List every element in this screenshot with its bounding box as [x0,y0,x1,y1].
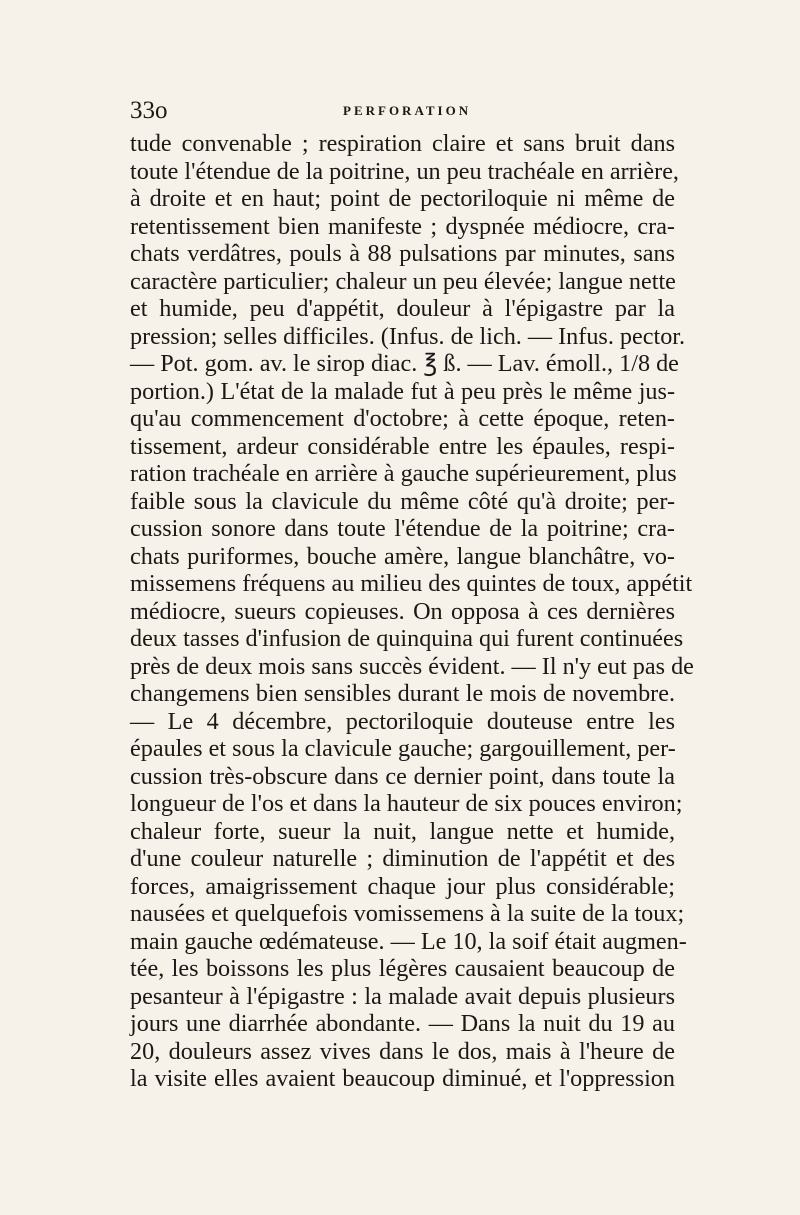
text-line: cussion très-obscure dans ce dernier point, dans toute la [130,762,675,790]
text-line: et humide, peu d'appétit, douleur à l'épigastre par la [130,295,675,322]
running-head [130,96,672,126]
text-line: missemens fréquens au milieu des quintes de toux, appétit [130,570,693,597]
text-line: tissement, ardeur considérable entre les épaules, respi- [130,432,675,460]
text-line: épaules et sous la clavicule gauche; gargouillement, per- [130,735,676,762]
text-line: portion.) L'état de la malade fut à peu près le même jus- [130,377,675,405]
text-line: faible sous la clavicule du même côté qu'à droite; per- [130,487,675,515]
text-line: main gauche œdémateuse. — Le 10, la soif était augmen- [130,927,687,955]
page-number: 33o [130,97,168,124]
text-line: deux tasses d'infusion de quinquina qui furent continuées [130,625,684,652]
text-line: médiocre, sueurs copieuses. On opposa à ces dernières [130,597,675,625]
text-line: changemens bien sensibles durant le mois de novembre. [130,680,675,707]
running-title: PERFORATION [343,103,472,118]
text-line: — Pot. gom. av. le sirop diac. ℥ ß. — Lav. émoll., 1/8 de [130,350,679,377]
text-line: nausées et quelquefois vomissemens à la suite de la toux; [130,900,685,927]
text-line: longueur de l'os et dans la hauteur de six pouces environ; [130,790,683,817]
text-line: retentissement bien manifeste ; dyspnée médiocre, cra- [130,212,675,240]
text-line: jours une diarrhée abondante. — Dans la nuit du 19 au [130,1010,675,1037]
text-line: tée, les boissons les plus légères causaient beaucoup de [130,955,675,982]
text-line: forces, amaigrissement chaque jour plus considérable; [130,872,675,900]
body-text [130,130,694,1093]
text-line: cussion sonore dans toute l'étendue de la poitrine; cra- [130,515,675,542]
text-line: tude convenable ; respiration claire et sans bruit dans [130,130,675,157]
text-line: ration trachéale en arrière à gauche supérieurement, plus [130,460,677,487]
text-line: près de deux mois sans succès évident. — Il n'y eut pas de [130,652,694,680]
text-line: chats puriformes, bouche amère, langue blanchâtre, vo- [130,542,675,570]
text-line: toute l'étendue de la poitrine, un peu trachéale en arrière, [130,157,679,185]
text-line: pression; selles difficiles. (Infus. de lich. — Infus. pector. [130,322,686,350]
text-line: la visite elles avaient beaucoup diminué, et l'oppression [130,1065,675,1092]
text-line: d'une couleur naturelle ; diminution de l'appétit et des [130,845,675,872]
text-line: 20, douleurs assez vives dans le dos, mais à l'heure de [130,1037,675,1065]
text-line: caractère particulier; chaleur un peu élevée; langue nette [130,267,676,295]
text-line: chaleur forte, sueur la nuit, langue nette et humide, [130,817,675,845]
text-line: — Le 4 décembre, pectoriloquie douteuse entre les [130,707,675,735]
text-line: chats verdâtres, pouls à 88 pulsations par minutes, sans [130,240,675,267]
text-line: pesanteur à l'épigastre : la malade avait depuis plusieurs [130,982,675,1010]
text-line: qu'au commencement d'octobre; à cette époque, reten- [130,405,675,432]
text-line: à droite et en haut; point de pectoriloquie ni même de [130,185,675,212]
